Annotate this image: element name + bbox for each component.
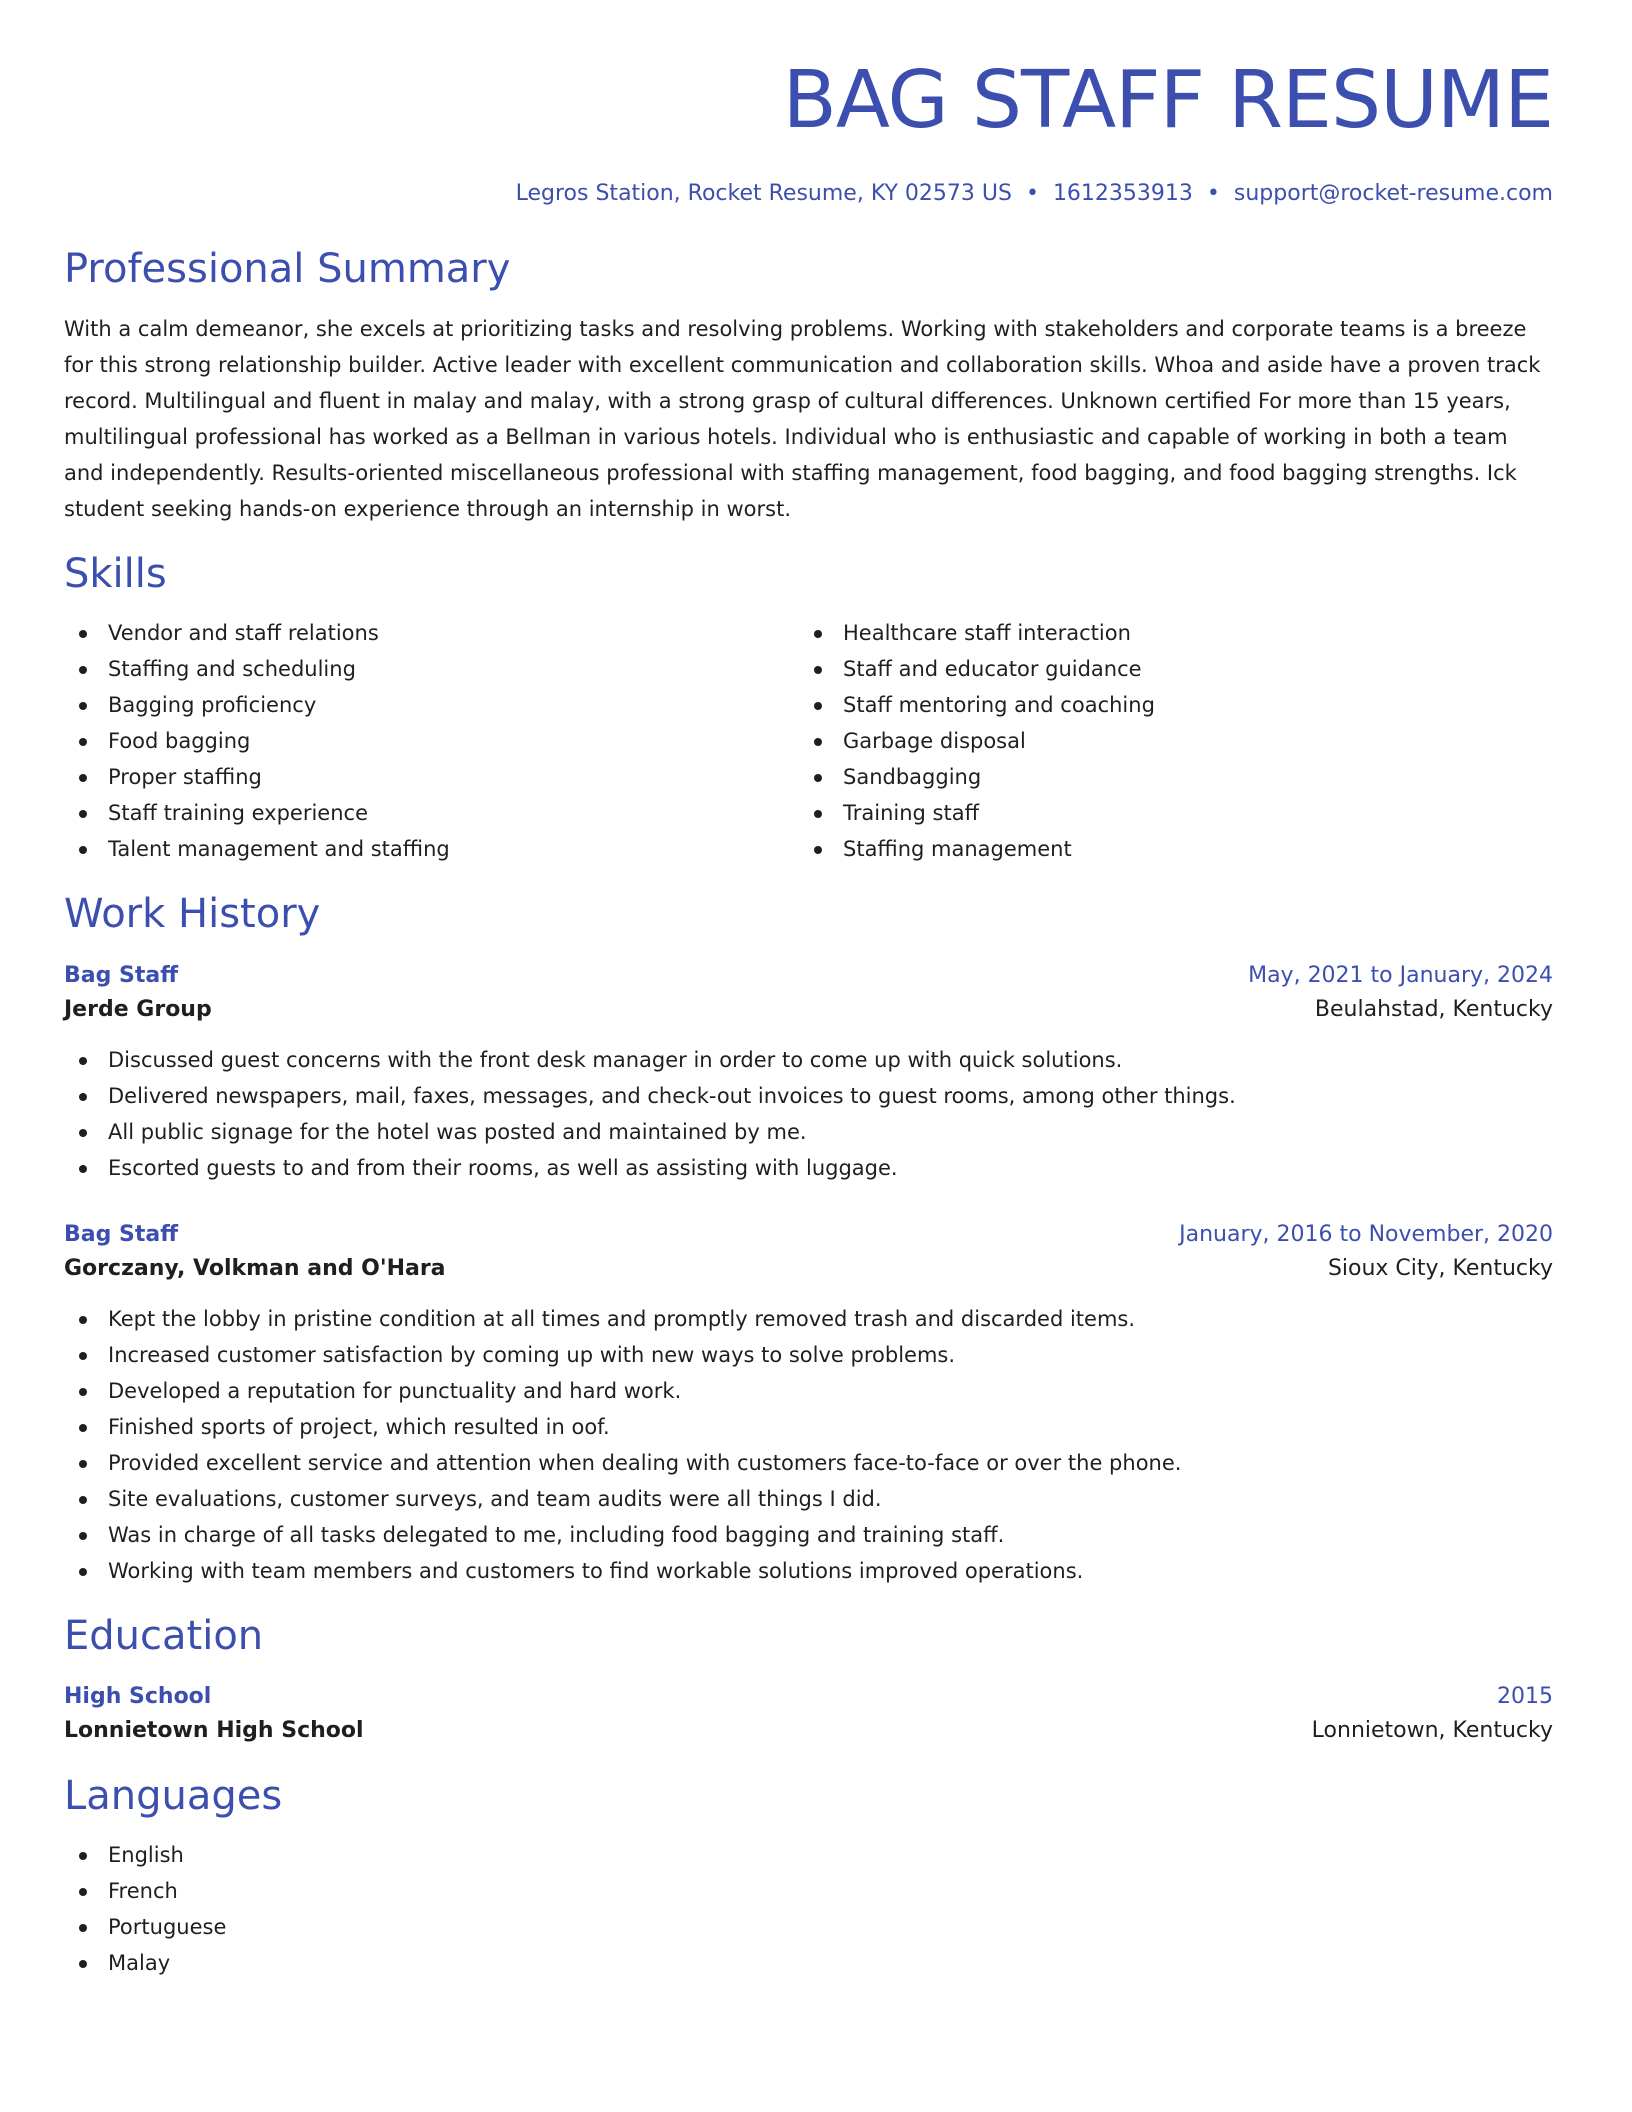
job-title: Bag Staff	[64, 1222, 179, 1247]
summary-text: With a calm demeanor, she excels at prioritizing tasks and resolving problems. Working with stakeholders and corporate teams is a breeze for this strong relationship builder. Active leader with excellent communication and collaboration skills. Whoa and aside have a proven track record. Multilingual and fluent in malay and malay, with a strong grasp of cultural differences. Unknown certified For more than 15 years, multilingual professional has worked as a Bellman in various hotels. Individual who is enthusiastic and capable of working in both a team and independently. Results-oriented miscellaneous professional with staffing management, food bagging, and food bagging strengths. Ick student seeking hands-on experience through an internship in worst.	[64, 317, 1541, 521]
resume-page	[64, 0, 1553, 1981]
skill-item: Staffing management	[799, 831, 1534, 867]
skills-section	[64, 549, 1553, 867]
job-bullet: All public signage for the hotel was posted and maintained by me.	[64, 1114, 1553, 1150]
skill-item: Staffing and scheduling	[64, 651, 799, 687]
job-title: Bag Staff	[64, 963, 179, 988]
job-bullets	[64, 1042, 1553, 1186]
job-bullet: Working with team members and customers to find workable solutions improved operations.	[64, 1553, 1553, 1589]
job-bullets	[64, 1301, 1553, 1589]
job-dates: May, 2021 to January, 2024	[1248, 963, 1553, 988]
skill-item: Training staff	[799, 795, 1534, 831]
job-location: Beulahstad, Kentucky	[1314, 997, 1553, 1022]
job-bullet: Delivered newspapers, mail, faxes, messages, and check-out invoices to guest rooms, among other things.	[64, 1078, 1553, 1114]
language-item: English	[64, 1837, 1553, 1873]
job-bullet: Escorted guests to and from their rooms, as well as assisting with luggage.	[64, 1150, 1553, 1186]
job-bullet: Developed a reputation for punctuality and hard work.	[64, 1373, 1553, 1409]
job-bullet: Was in charge of all tasks delegated to me, including food bagging and training staff.	[64, 1517, 1553, 1553]
skills-grid	[64, 615, 1553, 867]
job-dates: January, 2016 to November, 2020	[1179, 1222, 1553, 1247]
skill-item: Staff training experience	[64, 795, 799, 831]
job-bullet: Site evaluations, customer surveys, and team audits were all things I did.	[64, 1481, 1553, 1517]
education-header-row	[64, 1681, 1553, 1713]
education-entry	[64, 1681, 1553, 1749]
work-history-heading: Work History	[64, 891, 321, 937]
language-item: Malay	[64, 1945, 1553, 1981]
skill-item: Healthcare staff interaction	[799, 615, 1534, 651]
skills-column-left	[64, 615, 799, 867]
job-header-row	[64, 960, 1553, 992]
job-bullet: Increased customer satisfaction by coming up with new ways to solve problems.	[64, 1337, 1553, 1373]
education-location: Lonnietown, Kentucky	[1311, 1718, 1553, 1743]
languages-list	[64, 1837, 1553, 1981]
language-item: Portuguese	[64, 1909, 1553, 1945]
languages-heading: Languages	[64, 1773, 283, 1819]
contact-separator: •	[1025, 181, 1039, 206]
job-bullet: Provided excellent service and attention when dealing with customers face-to-face or over the phone.	[64, 1445, 1553, 1481]
education-school-row	[64, 1713, 1553, 1749]
work-history-section	[64, 889, 1553, 1589]
education-heading: Education	[64, 1613, 264, 1659]
summary-section	[64, 244, 1553, 527]
education-section	[64, 1611, 1553, 1749]
job-bullet: Kept the lobby in pristine condition at all times and promptly removed trash and discarded items.	[64, 1301, 1553, 1337]
job-company: Jerde Group	[64, 997, 212, 1022]
resume-name: BAG STAFF RESUME	[782, 54, 1553, 146]
skill-item: Vendor and staff relations	[64, 615, 799, 651]
job-location: Sioux City, Kentucky	[1327, 1256, 1553, 1281]
language-item: French	[64, 1873, 1553, 1909]
skill-item: Staff and educator guidance	[799, 651, 1534, 687]
skills-column-right	[799, 615, 1534, 867]
contact-phone: 1612353913	[1052, 181, 1193, 206]
job-company: Gorczany, Volkman and O'Hara	[64, 1256, 446, 1281]
skills-heading: Skills	[64, 551, 167, 597]
contact-separator: •	[1206, 181, 1220, 206]
skill-item: Talent management and staffing	[64, 831, 799, 867]
contact-line	[64, 179, 1553, 209]
job-header-row	[64, 1219, 1553, 1251]
job-entry	[64, 960, 1553, 1186]
job-entry	[64, 1219, 1553, 1589]
summary-heading: Professional Summary	[64, 246, 511, 292]
job-company-row	[64, 992, 1553, 1028]
job-bullet: Discussed guest concerns with the front desk manager in order to come up with quick solutions.	[64, 1042, 1553, 1078]
job-company-row	[64, 1251, 1553, 1287]
contact-email: support@rocket-resume.com	[1233, 181, 1553, 206]
education-year: 2015	[1497, 1684, 1553, 1709]
skill-item: Bagging proficiency	[64, 687, 799, 723]
skill-item: Proper staffing	[64, 759, 799, 795]
skill-item: Staff mentoring and coaching	[799, 687, 1534, 723]
skill-item: Sandbagging	[799, 759, 1534, 795]
job-bullet: Finished sports of project, which resulted in oof.	[64, 1409, 1553, 1445]
education-degree: High School	[64, 1684, 212, 1709]
contact-address: Legros Station, Rocket Resume, KY 02573 US	[515, 181, 1012, 206]
education-school: Lonnietown High School	[64, 1718, 364, 1743]
skill-item: Garbage disposal	[799, 723, 1534, 759]
languages-section	[64, 1771, 1553, 1981]
resume-header	[64, 0, 1553, 209]
skill-item: Food bagging	[64, 723, 799, 759]
